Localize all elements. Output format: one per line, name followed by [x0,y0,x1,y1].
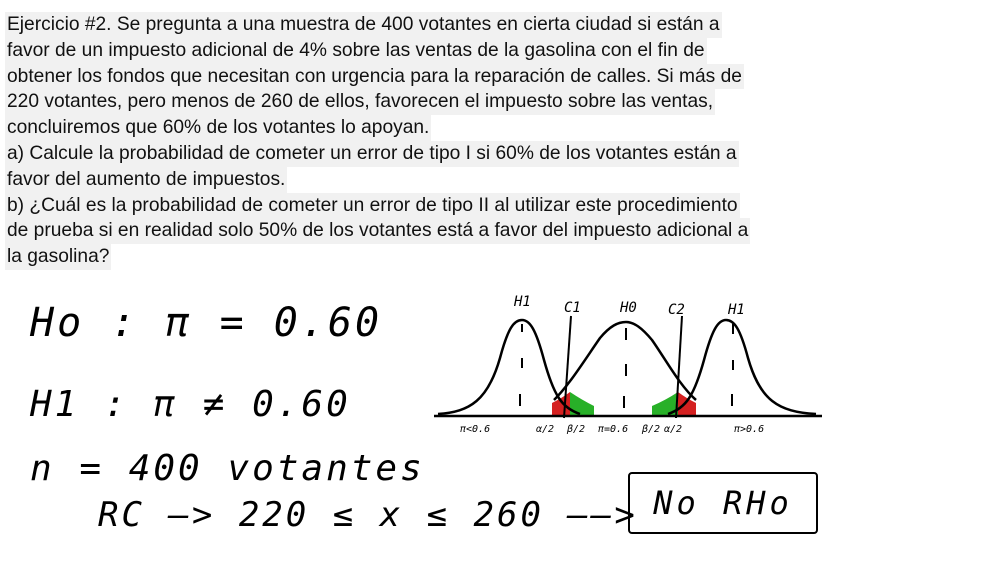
problem-line: la gasolina? [5,244,111,270]
alternative-hypothesis: H1 : π ≠ 0.60 [30,384,351,425]
axis-label: π=0.6 [598,424,629,435]
problem-line: 220 votantes, pero menos de 260 de ellos, favorecen el impuesto sobre las ventas, [5,89,715,115]
axis-label: α/2 [536,424,555,435]
alpha-area-left [552,392,570,416]
label-h1-left: H1 [514,294,531,310]
distribution-diagram [430,288,825,438]
label-c2: C2 [668,302,685,318]
problem-line: concluiremos que 60% de los votantes lo apoyan. [5,115,431,141]
decision-text: No RHo [653,484,793,522]
problem-line: Ejercicio #2. Se pregunta a una muestra de 400 votantes en cierta ciudad si están a [5,12,722,38]
sample-size-note: n = 400 votantes [30,448,425,489]
axis-label: β/2 [567,424,586,435]
null-hypothesis: Ho : π = 0.60 [30,300,383,346]
problem-line: de prueba si en realidad solo 50% de los votantes está a favor del impuesto adicional a [5,218,750,244]
axis-label: β/2 [642,424,661,435]
axis-label: π>0.6 [734,424,765,435]
axis-label: α/2 [664,424,683,435]
h1-left-curve [438,320,580,414]
problem-line: b) ¿Cuál es la probabilidad de cometer un error de tipo II al utilizar este procedimiento [5,193,740,219]
axis-label: π<0.6 [460,424,491,435]
problem-line: obtener los fondos que necesitan con urgencia para la reparación de calles. Si más de [5,64,744,90]
label-h1-right: H1 [728,302,745,318]
rejection-region-note: RC —> 220 ≤ x ≤ 260 ——> [98,495,638,535]
problem-line: a) Calcule la probabilidad de cometer un error de tipo I si 60% de los votantes están a [5,141,739,167]
h1-right-curve [668,320,816,414]
label-c1: C1 [564,300,581,316]
problem-line: favor del aumento de impuestos. [5,167,287,193]
label-h0: H0 [620,300,637,316]
problem-statement [5,12,905,270]
decision-box [628,472,818,534]
alpha-area-right [678,392,696,416]
problem-line: favor de un impuesto adicional de 4% sobre las ventas de la gasolina con el fin de [5,38,707,64]
